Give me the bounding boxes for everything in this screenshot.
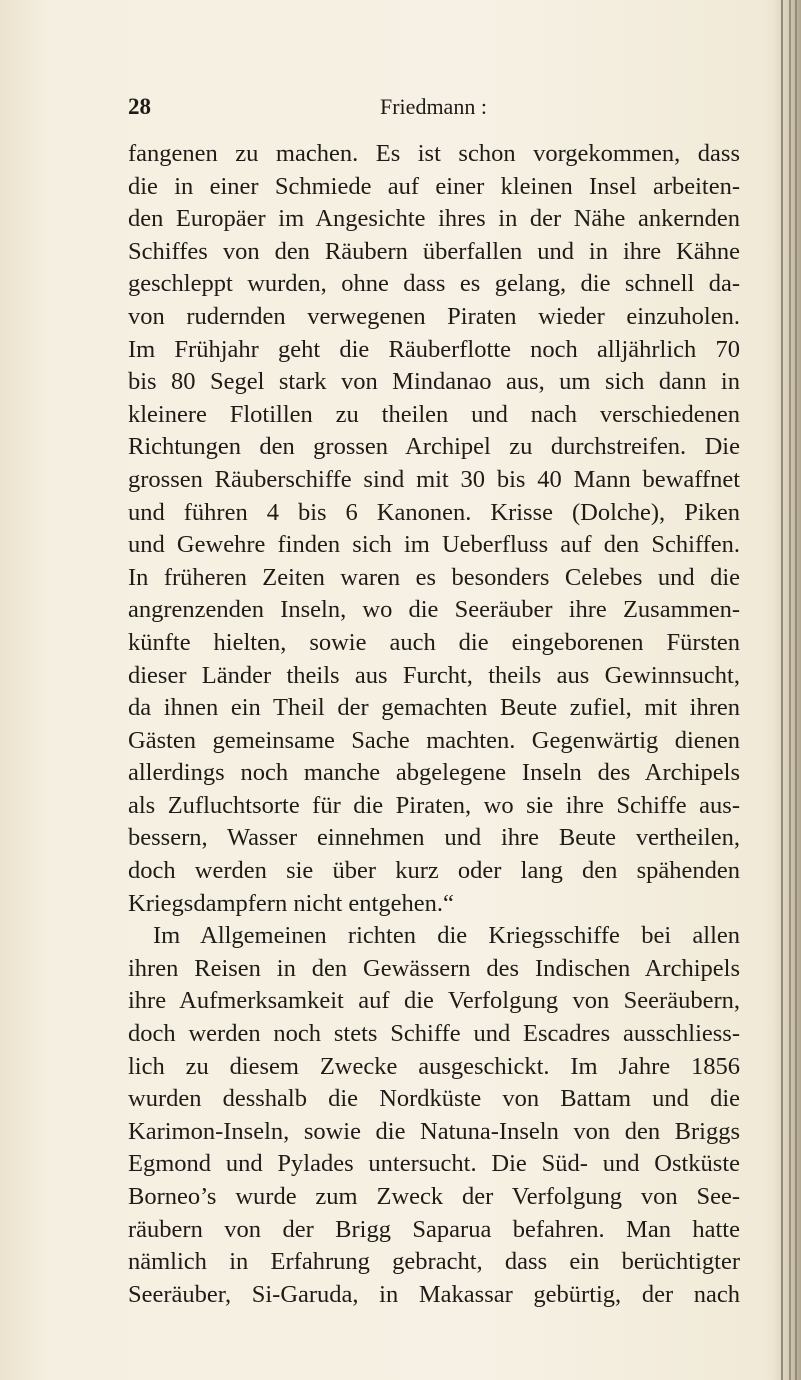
text-line: fangenen zu machen. Es ist schon vorgekommen, dass (128, 140, 740, 167)
text-line: Gästen gemeinsame Sache machten. Gegenwärtig dienen (128, 726, 740, 754)
text-line: grossen Räuberschiffe sind mit 30 bis 40 Mann bewaffnet (128, 465, 740, 493)
text-line: als Zufluchtsorte für die Piraten, wo sie ihre Schiffe aus- (128, 791, 740, 819)
text-line: Egmond und Pylades untersucht. Die Süd- und Ostküste (128, 1150, 740, 1178)
text-line: Schiffes von den Räubern überfallen und in ihre Kähne (128, 237, 740, 265)
text-line: allerdings noch manche abgelegene Inseln des Archipels (128, 759, 740, 787)
page-edge-line (795, 0, 797, 1380)
text-line: von rudernden verwegenen Piraten wieder einzuholen. (128, 302, 740, 330)
text-line: ihre Aufmerksamkeit auf die Verfolgung von Seeräubern, (128, 987, 740, 1015)
text-line: Richtungen den grossen Archipel zu durchstreifen. Die (128, 433, 740, 461)
text-line: und führen 4 bis 6 Kanonen. Krisse (Dolche), Piken (128, 498, 740, 526)
text-line: die in einer Schmiede auf einer kleinen Insel arbeiten- (128, 172, 740, 200)
text-line: bis 80 Segel stark von Mindanao aus, um sich dann in (128, 368, 740, 396)
text-line: Im Frühjahr geht die Räuberflotte noch alljährlich 70 (128, 335, 740, 363)
page-number: 28 (128, 94, 151, 119)
text-line: und Gewehre finden sich im Ueberfluss auf den Schiffen. (128, 531, 740, 559)
page-edge-shadow (773, 0, 801, 1380)
text-line: geschleppt wurden, ohne dass es gelang, die schnell da- (128, 270, 740, 298)
text-line: künfte hielten, sowie auch die eingeborenen Fürsten (128, 628, 740, 656)
page-edge-line (789, 0, 791, 1380)
page-header (128, 94, 738, 124)
text-line: Seeräuber, Si-Garuda, in Makassar gebürtig, der nach (128, 1280, 740, 1308)
text-line: doch werden sie über kurz oder lang den spähenden (128, 857, 740, 885)
text-line: räubern von der Brigg Saparua befahren. Man hatte (128, 1215, 740, 1243)
text-line: lich zu diesem Zwecke ausgeschickt. Im Jahre 1856 (128, 1052, 740, 1080)
text-line: den Europäer im Angesichte ihres in der Nähe ankernden (128, 205, 740, 233)
text-line: da ihnen ein Theil der gemachten Beute zufiel, mit ihren (128, 694, 740, 722)
text-line: dieser Länder theils aus Furcht, theils aus Gewinnsucht, (128, 661, 740, 689)
text-line: Borneo’s wurde zum Zweck der Verfolgung von See- (128, 1183, 740, 1210)
text-line: kleinere Flotillen zu theilen und nach verschiedenen (128, 400, 740, 428)
text-line: Karimon-Inseln, sowie die Natuna-Inseln von den Briggs (128, 1117, 740, 1145)
running-head: Friedmann : (380, 94, 487, 119)
page-edge-line (781, 0, 783, 1380)
text-line: Kriegsdampfern nicht entgehen.“ (128, 889, 454, 917)
body-text (128, 138, 740, 1311)
text-line: bessern, Wasser einnehmen und ihre Beute vertheilen, (128, 824, 740, 852)
text-line: In früheren Zeiten waren es besonders Celebes und die (128, 563, 740, 591)
text-line: Im Allgemeinen richten die Kriegsschiffe bei allen (153, 922, 740, 950)
text-line: nämlich in Erfahrung gebracht, dass ein berüchtigter (128, 1248, 740, 1276)
text-line: wurden desshalb die Nordküste von Battam und die (128, 1085, 740, 1113)
text-line: ihren Reisen in den Gewässern des Indischen Archipels (128, 954, 740, 982)
text-line: angrenzenden Inseln, wo die Seeräuber ihre Zusammen- (128, 596, 740, 624)
text-line: doch werden noch stets Schiffe und Escadres ausschliess- (128, 1020, 740, 1048)
